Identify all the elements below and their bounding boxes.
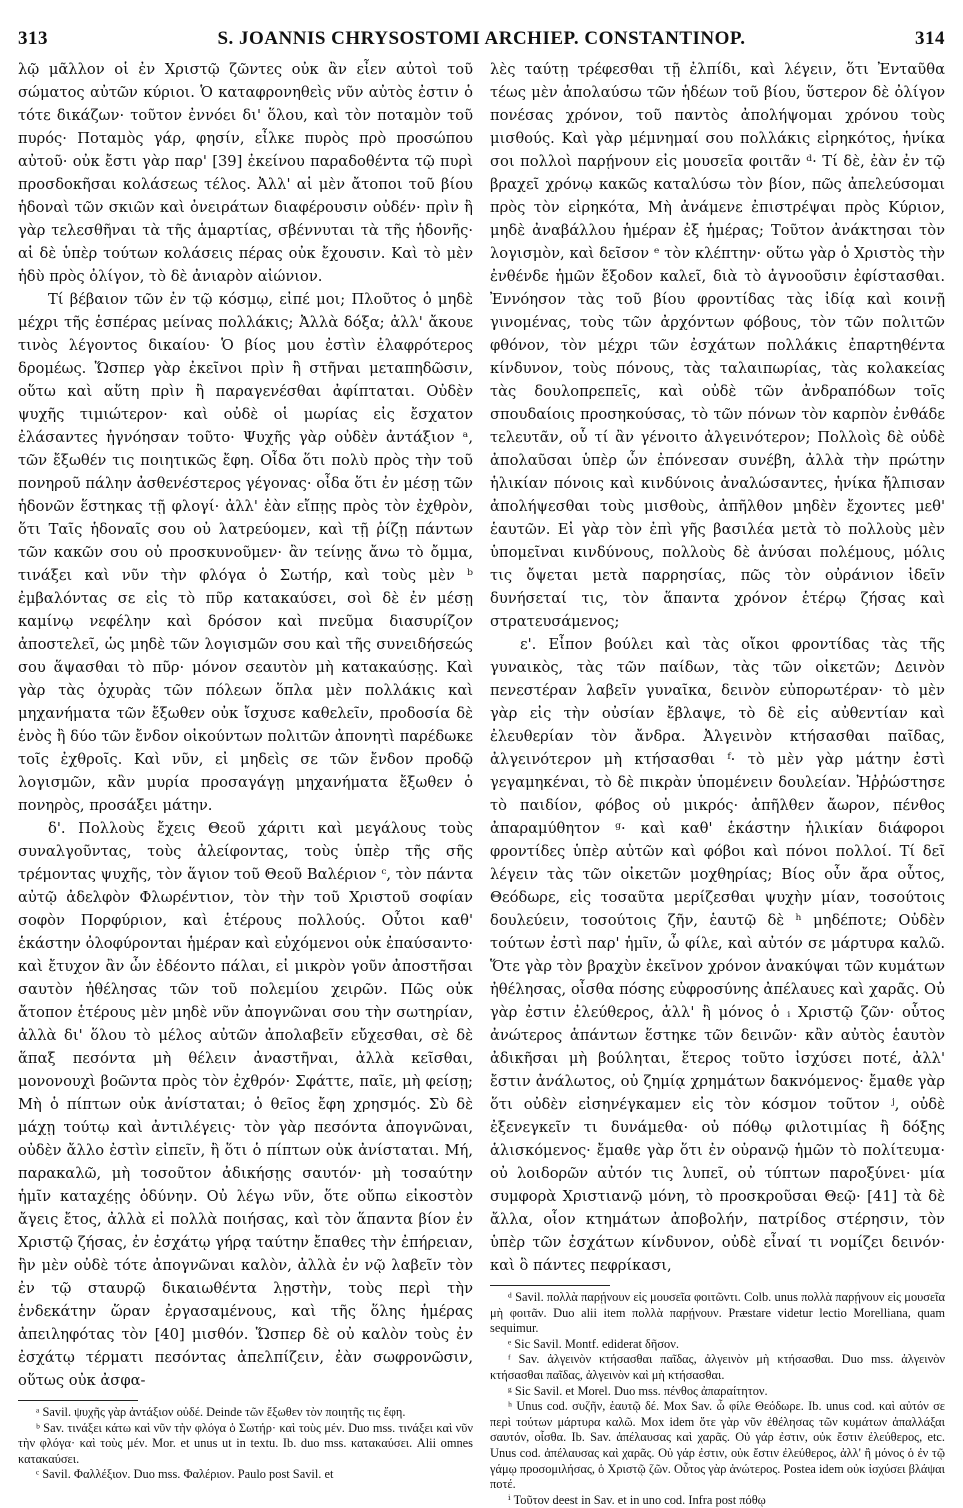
paragraph: ε'. Εἶπον βούλει καὶ τὰς οἴκοι φροντίδας τὰς τῆς γυναικὸς, τὰς τῶν παίδων, τὰς τῶν οἰκετῶν; Δεινὸν πενεστέραν λαβεῖν γυναῖκα, δεινὸν εὐπορωτέραν· τὸ μὲν γὰρ εἰς τὴν οὐσίαν ἔβλαψε, τὸ δὲ εἰς αὐθεντίαν καὶ ἐλευθερίαν τὸν ἄνδρα. Ἀλγεινὸν κτήσασθαι παῖδας, ἀλγεινότερον μὴ κτήσασθαι ᶠ· τὸ μὲν γὰρ μάτην ἐστὶ γεγαμηκέναι, τὸ δὲ πικρὰν ὑπομένειν δουλείαν. Ἠῤῥώστησε τὸ παιδίον, φόβος οὐ μικρός· ἀπῆλθεν ἄωρον, πένθος ἀπαραμύθητον ᵍ· καὶ καθ' ἑκάστην ἡλικίαν διάφοροι φροντίδες ὑπὲρ αὐτῶν καὶ φόβοι καὶ πόνοι πολλοί. Τί δεῖ λέγειν τὰς τῶν οἰκετῶν μοχθηρίας; Βίος οὖν ἄρα οὗτος, Θεόδωρε, εἰς τοσαῦτα μερίζεσθαι ψυχὴν μίαν, τοσούτοις δουλεύειν, τοσούτοις ζῆν, ἑαυτῷ δὲ ʰ μηδέποτε; Οὐδὲν τούτων ἐστὶ παρ' ἡμῖν, ὦ φίλε, καὶ αὐτόν σε μάρτυρα καλῶ. Ὅτε γὰρ τὸν βραχὺν ἐκεῖνον χρόνον ἀνακύψαι τῶν κυμάτων ἠθέλησας, οἶσθα πόσης εὐφροσύνης ἀπέλαυες καὶ χαρᾶς. Οὐ γὰρ ἐστιν ἐλεύθερος, ἀλλ' ἢ μόνος ὁ ᵢ Χριστῷ ζῶν· οὗτος ἀνώτερος ἁπάντων ἕστηκε τῶν δεινῶν· κἂν αὐτὸς ἑαυτὸν ἀδικῆσαι μὴ βούληται, ἕτερος τοῦτο ἰσχύσει ποτέ, ἀλλ' ἔστιν ἀνάλωτος, οὐ ζημίᾳ χρημάτων δακνόμενος· ἔμαθε γὰρ ὅτι οὐδὲν εἰσηνέγκαμεν εἰς τὸν κόσμον τοῦτον ʲ, οὐδὲ ἐξενεγκεῖν τι δυνάμεθα· οὐ πόθῳ φιλοτιμίας ἢ δόξης ἁλισκόμενος· ἔμαθε γὰρ ὅτι ἐν οὐρανῷ ἡμῶν τὸ πολίτευμα· οὐ λοιδορῶν αὐτόν τις λυπεῖ, οὐ τύπτων παροξύνει· μία συμφορὰ Χριστιανῷ μόνη, τὸ προσκροῦσαι Θεῷ· [41] τὰ δὲ ἄλλα, οἷον κτημάτων ἀποβολήν, πατρίδος στέρησιν, τὸν ὑπὲρ τῶν ἐσχάτων κίνδυνον, οὐδὲ εἶναί τι νομίζει δεινόν· καὶ ὃ πάντες πεφρίκασι, [490,636,945,1274]
footnotes-left [18,1405,473,1483]
footnote: ᵉ Sic Savil. Montf. ediderat δῆσον. [508,1336,679,1351]
text-columns [18,58,945,1508]
paragraph: λῷ μᾶλλον οἱ ἐν Χριστῷ ζῶντες οὐκ ἂν εἶεν αὐτοὶ τοῦ σώματος αὐτῶν κύριοι. Ὁ καταφρονηθεὶς νῦν αὐτὸς ἐστιν ὁ τότε δικάζων· τοῦτον ἐννόει δι' ὅλου, καὶ τὸν ποταμὸν τοῦ πυρός· Ποταμὸς γάρ, φησίν, εἶλκε πυρὸς πρὸ προσώπου αὐτοῦ· οὐκ ἔστι γὰρ παρ' [39] ἐκείνου παραδοθέντα τῷ πυρὶ προσδοκῆσαι κολάσεως τέλος. Ἀλλ' αἱ μὲν ἄτοποι τοῦ βίου ἡδοναὶ τῶν σκιῶν καὶ ὀνειράτων διαφέρουσιν οὐδέν· πρὶν ἢ γὰρ τελεσθῆναι τὰ τῆς ἁμαρτίας, σβέννυται τὰ τῆς ἡδονῆς· αἱ δὲ ὑπὲρ τούτων κολάσεις πέρας οὐκ ἔχουσιν. Καὶ τὸ μὲν ἡδὺ πρὸς ὀλίγον, τὸ δὲ ἀνιαρὸν αἰώνιον. [18,61,473,285]
footnote: ᵃ Savil. ψυχῆς γὰρ ἀντάξιον οὐδέ. Deinde τῶν ἔξωθεν τὸν ποιητῆς τις ἔφη. [36,1405,406,1419]
footnote: ᶜ Savil. Φαλλέξιον. Duo mss. Φαλέριον. Paulo post Savil. et [36,1467,334,1482]
paragraph: Τί βέβαιον τῶν ἐν τῷ κόσμῳ, εἰπέ μοι; Πλοῦτος ὁ μηδὲ μέχρι τῆς ἑσπέρας μείνας πολλάκις; Ἀλλὰ δόξα; ἀλλ' ἄκουε τινὸς λέγοντος δικαίου· Ὁ βίος μου ἐστὶν ἐλαφρότερος δρομέως. Ὥσπερ γὰρ ἐκεῖνοι πρὶν ἢ στῆναι μεταπηδῶσιν, οὕτω καὶ αὕτη πρὶν ἢ παραγενέσθαι ἀφίπταται. Οὐδὲν ψυχῆς τιμιώτερον· καὶ οὐδὲ οἱ μωρίας εἰς ἔσχατον ἐλάσαντες ἠγνόησαν τοῦτο· Ψυχῆς γὰρ οὐδὲν ἀντάξιον ᵃ, τῶν ἔξωθέν τις ποιητικῶς ἔφη. Οἶδα ὅτι πολὺ πρὸς τὴν τοῦ πονηροῦ πάλην ἀσθενέστερος γέγονας· οἶδα ὅτι ἐν μέσῃ τῶν ἡδονῶν ἕστηκας τῇ φλογί· ἀλλ' ἐὰν εἴπῃς πρὸς τὸν ἐχθρὸν, ὅτι Ταῖς ἡδοναῖς σου οὐ λατρεύομεν, καὶ τῇ ῥίζῃ πάντων τῶν κακῶν σου οὐ προσκυνοῦμεν· ἂν τείνῃς ἄνω τὸ ὄμμα, τινάξει καὶ νῦν τὴν φλόγα ὁ Σωτήρ, καὶ τοὺς μὲν ᵇ ἐμβαλόντας σε εἰς τὸ πῦρ κατακαύσει, σοὶ δὲ ἐν μέσῃ καμίνῳ νεφέλην καὶ δρόσον καὶ πνεῦμα διασυρίζον ἀποστελεῖ, ὡς μηδὲ τῶν λογισμῶν σου καὶ τῆς συνειδήσεώς σου ἅψασθαι τὸ πῦρ· μόνον σεαυτὸν μὴ κατακαύσῃς. Καὶ γὰρ τὰς ὀχυρὰς τῶν πόλεων ὅπλα μὲν πολλάκις καὶ μηχανήματα τῶν ἔξωθεν οὐκ ἴσχυσε καθελεῖν, προδοσία δὲ ἑνὸς ἢ δύο τῶν ἔνδον οἰκούντων πολιτῶν ἀπονητὶ παρέδωκε τοῖς ἐχθροῖς. Καὶ νῦν, εἰ μηδεὶς σε τῶν ἔνδον προδῷ λογισμῶν, κἂν μυρία προσαγάγῃ μηχανήματα ἔξωθεν ὁ πονηρὸς, προσάξει μάτην. [18,291,473,814]
right-column [490,58,945,1508]
footnote-rule [18,1400,138,1401]
footnote: ⁱ Τοῦτον deest in Sav. et in uno cod. Infra post πόθῳ [508,1492,766,1507]
footnote: ᵇ Sav. τινάξει κάτω καὶ νῦν τὴν φλόγα ὁ Σωτήρ· καὶ τοὺς μέν. Duo mss. τινάξει καὶ νῦν τὴν φλόγα· καὶ τοὺς μέν. Mor. et unus ut in textu. Ib. duo mss. κατακαύσει. Alii omnes κατακαύσει. [18,1420,473,1466]
footnote-rule [490,1285,610,1286]
paragraph: δ'. Πολλοὺς ἔχεις Θεοῦ χάριτι καὶ μεγάλους τοὺς συναλγοῦντας, τοὺς ἀλείφοντας, τοὺς ὑπὲρ τῆς σῆς τρέμοντας ψυχῆς, τὸν ἅγιον τοῦ Θεοῦ Βαλέριον ᶜ, τὸν πάντα αὐτῷ ἀδελφὸν Φλωρέντιον, τὸν τὴν τοῦ Χριστοῦ σοφίαν σοφὸν Πορφύριον, καὶ ἑτέρους πολλούς. Οὗτοι καθ' ἑκάστην ὀλοφύρονται ἡμέραν καὶ εὐχόμενοι οὐκ ἐπαύσαντο· καὶ ἔτυχον ἂν ὧν ἐδέοντο πάλαι, εἰ μικρὸν γοῦν ἀποστῆσαι σαυτὸν ἠθέλησας τῶν τοῦ πολεμίου χειρῶν. Πῶς οὐκ ἄτοπον ἑτέρους μὲν μηδὲ νῦν ἀπογνῶναι σου τὴν σωτηρίαν, ἀλλὰ δι' ὅλου τὸ μέλος αὐτῶν ἀπολαβεῖν εὔχεσθαι, σὲ δὲ ἅπαξ πεσόντα μὴ θέλειν ἀναστῆναι, ἀλλὰ κεῖσθαι, μονονουχὶ βοῶντα πρὸς τὸν ἐχθρόν· Σφάττε, παῖε, μὴ φείσῃ; Μὴ ὁ πίπτων οὐκ ἀνίσταται; ὁ θεῖος ἔφη χρησμός. Σὺ δὲ μάχῃ τούτῳ καὶ ἀντιλέγεις· τὸν γὰρ πεσόντα ἀπογνῶναι, οὐδὲν ἄλλο ἐστὶν εἰπεῖν, ἢ ὅτι ὁ πίπτων οὐκ ἀνίσταται. Μή, παρακαλῶ, μὴ τοσοῦτον ἀδικήσῃς σαυτόν· μὴ τοσαύτην ἡμῖν καταχέῃς ὀδύνην. Οὐ λέγω νῦν, ὅτε οὔπω εἰκοστὸν ἄγεις ἔτος, ἀλλὰ εἰ πολλὰ ποιήσας, καὶ τὸν ἅπαντα βίον ἐν Χριστῷ ζήσας, ἐν ἐσχάτῳ γήρᾳ ταύτην ἔπαθες τὴν ἐπήρειαν, ἣν μὲν οὐδὲ τότε ἀπογνῶναι καλὸν, ἀλλὰ ἐν νῷ λαβεῖν τὸν ἐν τῷ σταυρῷ δικαιωθέντα λῃστὴν, τοὺς περὶ τὴν ἑνδεκάτην ὥραν ἐργασαμένους, καὶ τῆς ὅλης ἡμέρας ἀπειληφότας τὸν [40] μισθόν. Ὥσπερ δὲ οὐ καλὸν τοὺς ἐν ἐσχάτῳ τέρματι πεσόντας ἀπελπίζειν, ἐὰν σωφρονῶσιν, οὕτως οὐκ ἀσφα- [18,820,473,1389]
footnote: ᶠ Sav. ἀλγεινὸν κτήσασθαι παῖδας, ἀλγεινὸν μὴ κτήσασθαι. Duo mss. ἀλγεινὸν κτήσασθαι παῖδας, ἀλγεινὸν καὶ μὴ κτήσασθαι. [490,1352,945,1382]
left-column [18,58,473,1508]
page-number-right: 314 [915,28,945,49]
running-title: S. JOANNIS CHRYSOSTOMI ARCHIEP. CONSTANTINOP. [217,28,746,49]
footnote: ᵍ Sic Savil. et Morel. Duo mss. πένθος ἀπαραίτητον. [508,1383,768,1398]
footnote: ʰ Unus cod. συζῆν, ἑαυτῷ δέ. Mox Sav. ὦ φίλε Θεόδωρε. Ib. unus cod. καὶ αὐτόν σε περὶ τούτων μάρτυρα καλῶ. Mox idem ὅτε γὰρ νῦν ἐθέλησας τῶν κυμάτων ἀπαλλάξαι σαυτόν, οἶσθα. Ib. Sav. ἀπέλαυσας καὶ χαρᾶς. Οὐ γάρ ἐστιν, οὐκ ἔστιν ἐλεύθερος, etc. Unus cod. ἀπέλαυσας καὶ χαρᾶς. Οὐ γάρ ἐστιν, οὐκ ἔστιν ἐλεύθερος, ἀλλ' ἢ μόνος ὁ ἐν τῷ γάμῳ προσομιλήσας, ὁ Χριστῷ ζῶν. Οὗτος γὰρ ἀνώτερος. Postea idem οὐκ ἰσχύσει βλάψαι ποτέ. [490,1399,945,1492]
footnotes-right [490,1290,945,1508]
page-number-left: 313 [18,28,48,49]
footnote: ᵈ Savil. πολλὰ παρῄνουν εἰς μουσεῖα φοιτῶντι. Colb. unus πολλὰ παρῄνουν εἰς μουσεῖα μὴ φοιτᾶν. Duo alii item πολλὰ παρῄνουν. Præstare videtur lectio Morelliana, quam sequimur. [490,1290,945,1336]
paragraph: λὲς ταύτῃ τρέφεσθαι τῇ ἐλπίδι, καὶ λέγειν, ὅτι Ἐνταῦθα τέως μὲν ἀπολαύσω τῶν ἡδέων τοῦ βίου, ὕστερον δὲ ὀλίγον πονέσας χρόνον, τοῦ παντὸς ἀπολήψομαι χρόνου τοὺς μισθούς. Καὶ γὰρ μέμνημαί σου πολλάκις εἰρηκότος, ἡνίκα σοι πολλοὶ παρῄνουν εἰς μουσεῖα φοιτᾶν ᵈ· Τί δὲ, ἐὰν ἐν τῷ βραχεῖ χρόνῳ κακῶς καταλύσω τὸν βίον, πῶς ἀπελεύσομαι πρὸς τὸν εἰρηκότα, Μὴ ἀνάμενε ἐπιστρέψαι πρὸς Κύριον, μηδὲ ἀναβάλλου ἡμέραν ἐξ ἡμέρας; Τοῦτον ἀνάκτησαι τὸν λογισμὸν, καὶ δεῖσον ᵉ τὸν κλέπτην· οὕτω γὰρ ὁ Χριστὸς τὴν ἐνθένδε ἡμῶν ἔξοδον καλεῖ, διὰ τὸ ἀγνοοῦσιν ἐφίστασθαι. Ἐννόησον τὰς τοῦ βίου φροντίδας τὰς ἰδίᾳ καὶ κοινῇ γινομένας, τοὺς τῶν ἀρχόντων φόβους, τὸν τῶν πολιτῶν φθόνον, τὸν μέχρι τῶν ἐσχάτων πολλάκις ἐπαρτηθέντα κίνδυνον, τοὺς πόνους, τὰς ταλαιπωρίας, τὰς κολακείας τὰς δουλοπρεπεῖς, καὶ οὐδὲ τῶν ἀνδραπόδων τοῖς σπουδαίοις προσηκούσας, τὸ τῶν πόνων τὸν καρπὸν ἐνθάδε τελευτᾶν, οὗ τί ἂν γένοιτο ἀλγεινότερον; Πολλοὶς δὲ οὐδὲ ἀπολαῦσαι ὑπὲρ ὧν ἐπόνεσαν συνέβη, ἀλλὰ τὴν πρώτην ἡλικίαν πόνοις καὶ κινδύνοις ἀναλώσαντες, ἡνίκα ἤλπισαν ἀπολήψεσθαι τοὺς μισθοὺς, ἀπῆλθον μηδὲν ἔχοντες μεθ' ἑαυτῶν. Εἰ γὰρ τὸν ἐπὶ γῆς βασιλέα μετὰ τὸ πολλοὺς μὲν ὑπομεῖναι κινδύνους, πολλοὺς δὲ ἀνύσαι πολέμους, μόλις τις ὄψεται μετὰ παρρησίας, πῶς τὸν οὐράνιον ἰδεῖν δυνήσεταί τις, τὸν ἅπαντα χρόνον ἑτέρῳ ζήσας καὶ στρατευσάμενος; [490,61,945,630]
running-head [18,28,945,50]
